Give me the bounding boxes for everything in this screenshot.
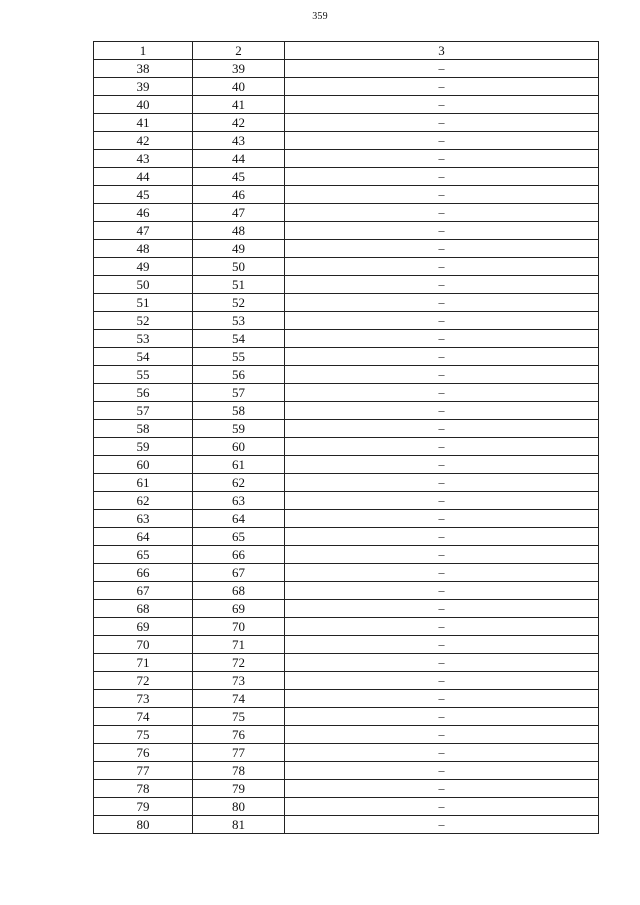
table-cell-col-3: – (285, 744, 599, 762)
table-row (94, 438, 599, 456)
table-cell-col-3: – (285, 294, 599, 312)
table-cell-col-2: 39 (193, 60, 285, 78)
table-row (94, 186, 599, 204)
table-row (94, 312, 599, 330)
table-cell-col-2: 47 (193, 204, 285, 222)
table-row (94, 456, 599, 474)
table-cell-col-3: – (285, 150, 599, 168)
table-row (94, 726, 599, 744)
table-cell-col-2: 70 (193, 618, 285, 636)
table-cell-col-2: 76 (193, 726, 285, 744)
table-cell-col-3: – (285, 132, 599, 150)
table-cell-col-1: 66 (94, 564, 193, 582)
table-cell-col-3: – (285, 618, 599, 636)
table-row (94, 762, 599, 780)
table-row (94, 240, 599, 258)
table-cell-col-3: – (285, 330, 599, 348)
table-cell-col-3: – (285, 168, 599, 186)
table-cell-col-1: 50 (94, 276, 193, 294)
table-cell-col-2: 66 (193, 546, 285, 564)
table-cell-col-2: 74 (193, 690, 285, 708)
table-cell-col-2: 59 (193, 420, 285, 438)
table-cell-col-3: – (285, 438, 599, 456)
table-cell-col-3: – (285, 564, 599, 582)
table-header (94, 42, 599, 60)
table-cell-col-3: – (285, 348, 599, 366)
table-cell-col-1: 51 (94, 294, 193, 312)
table-cell-col-2: 46 (193, 186, 285, 204)
table-cell-col-3: – (285, 726, 599, 744)
table-cell-col-3: – (285, 636, 599, 654)
table-cell-col-1: 65 (94, 546, 193, 564)
table-row (94, 690, 599, 708)
table-cell-col-1: 67 (94, 582, 193, 600)
table-cell-col-2: 48 (193, 222, 285, 240)
table-cell-col-2: 51 (193, 276, 285, 294)
table-cell-col-1: 45 (94, 186, 193, 204)
data-table (93, 41, 599, 834)
table-cell-col-2: 57 (193, 384, 285, 402)
table-cell-col-2: 61 (193, 456, 285, 474)
table-cell-col-3: – (285, 276, 599, 294)
table-cell-col-3: – (285, 546, 599, 564)
table-row (94, 744, 599, 762)
table-cell-col-3: – (285, 312, 599, 330)
table-cell-col-3: – (285, 366, 599, 384)
table-cell-col-2: 54 (193, 330, 285, 348)
table-cell-col-1: 75 (94, 726, 193, 744)
table-cell-col-2: 77 (193, 744, 285, 762)
table-cell-col-2: 50 (193, 258, 285, 276)
table-cell-col-1: 78 (94, 780, 193, 798)
table-cell-col-2: 49 (193, 240, 285, 258)
table-row (94, 600, 599, 618)
table-cell-col-2: 72 (193, 654, 285, 672)
table-cell-col-3: – (285, 204, 599, 222)
table-row (94, 420, 599, 438)
table-cell-col-1: 64 (94, 528, 193, 546)
table-cell-col-2: 81 (193, 816, 285, 834)
table-row (94, 258, 599, 276)
table-cell-col-1: 70 (94, 636, 193, 654)
table-cell-col-1: 40 (94, 96, 193, 114)
table-row (94, 546, 599, 564)
table-cell-col-3: – (285, 600, 599, 618)
table-cell-col-1: 76 (94, 744, 193, 762)
table-cell-col-2: 55 (193, 348, 285, 366)
table-cell-col-3: – (285, 510, 599, 528)
table-cell-col-1: 80 (94, 816, 193, 834)
table-row (94, 204, 599, 222)
table-cell-col-1: 74 (94, 708, 193, 726)
table-cell-col-2: 44 (193, 150, 285, 168)
table-row (94, 708, 599, 726)
table-row (94, 654, 599, 672)
column-header-3: 3 (285, 42, 599, 60)
table-row (94, 276, 599, 294)
table-cell-col-3: – (285, 762, 599, 780)
table-cell-col-2: 53 (193, 312, 285, 330)
table-cell-col-3: – (285, 240, 599, 258)
table-cell-col-1: 53 (94, 330, 193, 348)
table-cell-col-1: 47 (94, 222, 193, 240)
table-cell-col-1: 44 (94, 168, 193, 186)
table-row (94, 294, 599, 312)
table-cell-col-1: 62 (94, 492, 193, 510)
page-number: 359 (312, 11, 328, 22)
table-cell-col-1: 55 (94, 366, 193, 384)
table-cell-col-2: 60 (193, 438, 285, 456)
table-cell-col-2: 43 (193, 132, 285, 150)
table-cell-col-1: 72 (94, 672, 193, 690)
table-cell-col-2: 62 (193, 474, 285, 492)
table-cell-col-3: – (285, 222, 599, 240)
table-row (94, 78, 599, 96)
column-header-2: 2 (193, 42, 285, 60)
table-row (94, 672, 599, 690)
table-row (94, 618, 599, 636)
table-row (94, 150, 599, 168)
table-cell-col-1: 39 (94, 78, 193, 96)
table-cell-col-3: – (285, 186, 599, 204)
table-cell-col-3: – (285, 528, 599, 546)
table-cell-col-1: 43 (94, 150, 193, 168)
table-row (94, 636, 599, 654)
table-cell-col-1: 68 (94, 600, 193, 618)
table-cell-col-1: 56 (94, 384, 193, 402)
table-cell-col-2: 64 (193, 510, 285, 528)
table-cell-col-3: – (285, 258, 599, 276)
table-cell-col-2: 56 (193, 366, 285, 384)
table-cell-col-1: 79 (94, 798, 193, 816)
table-cell-col-3: – (285, 492, 599, 510)
column-header-1: 1 (94, 42, 193, 60)
table-row (94, 366, 599, 384)
table-cell-col-1: 60 (94, 456, 193, 474)
table-cell-col-2: 41 (193, 96, 285, 114)
table-row (94, 402, 599, 420)
table-cell-col-3: – (285, 114, 599, 132)
table-cell-col-3: – (285, 798, 599, 816)
table-cell-col-3: – (285, 654, 599, 672)
table-row (94, 528, 599, 546)
table-cell-col-2: 42 (193, 114, 285, 132)
table-cell-col-1: 42 (94, 132, 193, 150)
table-cell-col-2: 52 (193, 294, 285, 312)
table-body (94, 60, 599, 834)
table-cell-col-1: 63 (94, 510, 193, 528)
table-cell-col-1: 46 (94, 204, 193, 222)
table-row (94, 384, 599, 402)
table-cell-col-1: 58 (94, 420, 193, 438)
table-cell-col-3: – (285, 708, 599, 726)
table-cell-col-2: 73 (193, 672, 285, 690)
table-cell-col-2: 58 (193, 402, 285, 420)
table-row (94, 582, 599, 600)
table-cell-col-2: 65 (193, 528, 285, 546)
table-row (94, 510, 599, 528)
table-cell-col-2: 78 (193, 762, 285, 780)
table-row (94, 222, 599, 240)
table-cell-col-1: 54 (94, 348, 193, 366)
table-cell-col-1: 71 (94, 654, 193, 672)
table-cell-col-2: 75 (193, 708, 285, 726)
table-cell-col-3: – (285, 474, 599, 492)
table-cell-col-3: – (285, 96, 599, 114)
table-cell-col-2: 80 (193, 798, 285, 816)
table-cell-col-3: – (285, 672, 599, 690)
table-cell-col-2: 69 (193, 600, 285, 618)
table-cell-col-3: – (285, 60, 599, 78)
table-cell-col-1: 49 (94, 258, 193, 276)
table-cell-col-1: 77 (94, 762, 193, 780)
table-cell-col-1: 69 (94, 618, 193, 636)
table-cell-col-1: 41 (94, 114, 193, 132)
table-row (94, 168, 599, 186)
table-cell-col-2: 45 (193, 168, 285, 186)
table-cell-col-1: 57 (94, 402, 193, 420)
table-cell-col-3: – (285, 816, 599, 834)
header-row (94, 42, 599, 60)
table-cell-col-1: 61 (94, 474, 193, 492)
table-row (94, 492, 599, 510)
table-cell-col-2: 40 (193, 78, 285, 96)
table-row (94, 816, 599, 834)
table-cell-col-1: 48 (94, 240, 193, 258)
table-row (94, 330, 599, 348)
table-cell-col-3: – (285, 456, 599, 474)
table-cell-col-1: 73 (94, 690, 193, 708)
table-row (94, 798, 599, 816)
table-cell-col-3: – (285, 78, 599, 96)
table-row (94, 348, 599, 366)
table-cell-col-3: – (285, 582, 599, 600)
table-cell-col-2: 79 (193, 780, 285, 798)
table-cell-col-2: 67 (193, 564, 285, 582)
table-row (94, 132, 599, 150)
table-cell-col-3: – (285, 402, 599, 420)
table-cell-col-3: – (285, 690, 599, 708)
table-cell-col-3: – (285, 384, 599, 402)
table-cell-col-2: 71 (193, 636, 285, 654)
table-cell-col-1: 38 (94, 60, 193, 78)
table-row (94, 114, 599, 132)
table-cell-col-1: 59 (94, 438, 193, 456)
table-row (94, 60, 599, 78)
table-cell-col-1: 52 (94, 312, 193, 330)
table-row (94, 780, 599, 798)
table-row (94, 564, 599, 582)
table-row (94, 474, 599, 492)
table-cell-col-3: – (285, 420, 599, 438)
table-cell-col-2: 68 (193, 582, 285, 600)
table-cell-col-2: 63 (193, 492, 285, 510)
table-row (94, 96, 599, 114)
table-cell-col-3: – (285, 780, 599, 798)
